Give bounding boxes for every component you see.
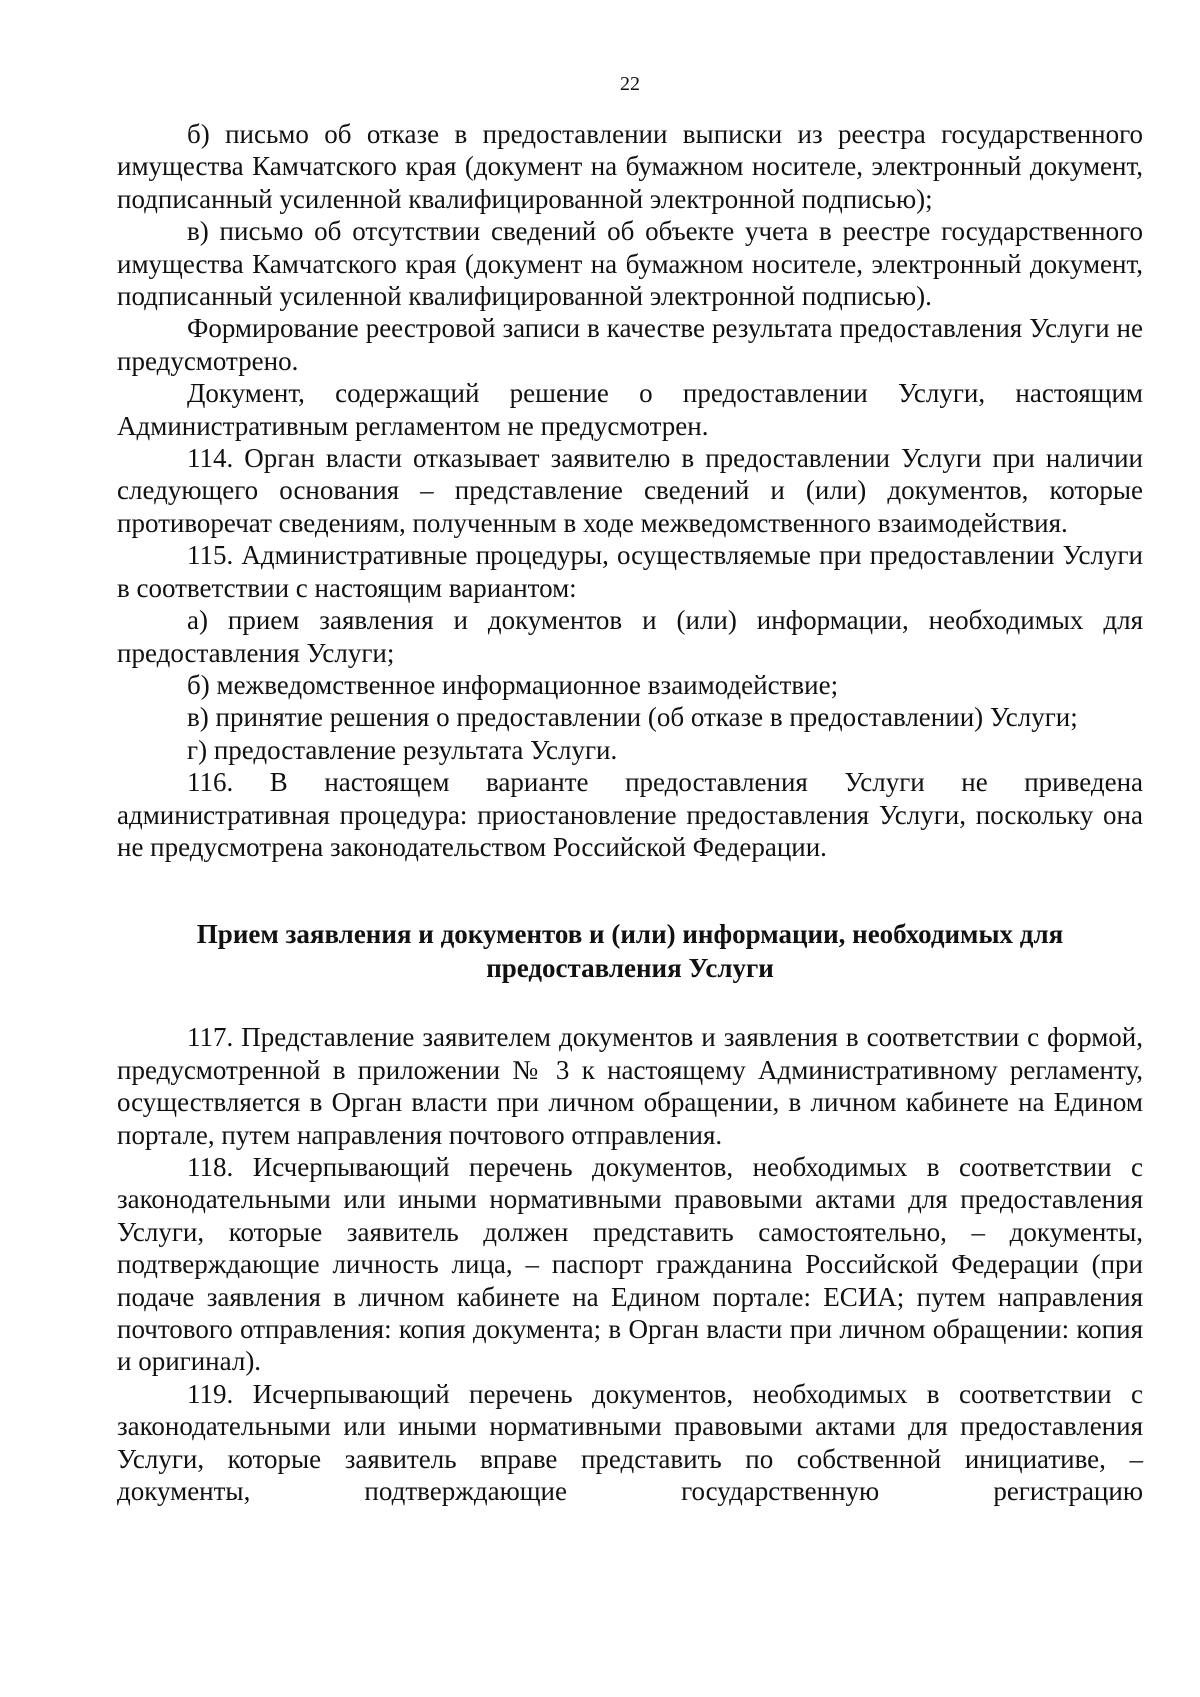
list-item-a: а) прием заявления и документов и (или) информации, необходимых для предоставления Услуги; <box>117 605 1143 668</box>
list-item-v: в) принятие решения о предоставлении (об отказе в предоставлении) Услуги; <box>187 702 1078 733</box>
page-number: 22 <box>620 73 640 95</box>
list-item-g: г) предоставление результата Услуги. <box>187 734 618 765</box>
paragraph-118: 118. Исчерпывающий перечень документов, необходимых в соответствии с законодательными или иными нормативными правовыми актами для предоставления Услуги, которые заявитель должен представить самостоятельно, – документы, подтверждающие личность лица, – паспорт гражданина Российской Федерации (при подаче заявления в личном кабинете на Едином портале: ЕСИА; путем направления почтового отправления: копия документа; в Орган власти при личном обращении: копия и оригинал). <box>117 1151 1143 1377</box>
list-item-b: б) межведомственное информационное взаимодействие; <box>187 669 839 700</box>
paragraph-114: 114. Орган власти отказывает заявителю в предоставлении Услуги при наличии следующего основания – представление сведений и (или) документов, которые противоречат сведениям, полученным в ходе межведомственного взаимодействия. <box>117 443 1143 538</box>
paragraph-115: 115. Административные процедуры, осуществляемые при предоставлении Услуги в соответствии с настоящим вариантом: <box>117 540 1143 603</box>
paragraph-117: 117. Представление заявителем документов и заявления в соответствии с формой, предусмотренной в приложении № 3 к настоящему Административному регламенту, осуществляется в Орган власти при личном обращении, в личном кабинете на Едином портале, путем направления почтового отправления. <box>117 1022 1143 1150</box>
paragraph-b-refusal-letter: б) письмо об отказе в предоставлении выписки из реестра государственного имущества Камчатского края (документ на бумажном носителе, электронный документ, подписанный усиленной квалифицированной электронной подписью); <box>117 119 1143 214</box>
paragraph-v-no-info-letter: в) письмо об отсутствии сведений об объекте учета в реестре государственного имущества Камчатского края (документ на бумажном носителе, электронный документ, подписанный усиленной квалифицированной электронной подписью). <box>117 216 1143 312</box>
paragraph-119: 119. Исчерпывающий перечень документов, необходимых в соответствии с законодательными или иными нормативными правовыми актами для предоставления Услуги, которые заявитель вправе представить по собственной инициативе, – документы, подтверждающие государственную регистрацию <box>117 1378 1143 1507</box>
paragraph-decision-document: Документ, содержащий решение о предоставлении Услуги, настоящим Административным регламентом не предусмотрен. <box>117 378 1143 441</box>
paragraph-116: 116. В настоящем варианте предоставления Услуги не приведена административная процедура: приостановление предоставления Услуги, поскольку она не предусмотрена законодательством Российской Федерации. <box>117 767 1143 862</box>
document-body <box>117 118 1143 1507</box>
section-heading: Прием заявления и документов и (или) информации, необходимых для предоставления Услуги <box>196 919 1064 984</box>
paragraph-registry-record: Формирование реестровой записи в качестве результата предоставления Услуги не предусмотрено. <box>117 313 1143 376</box>
